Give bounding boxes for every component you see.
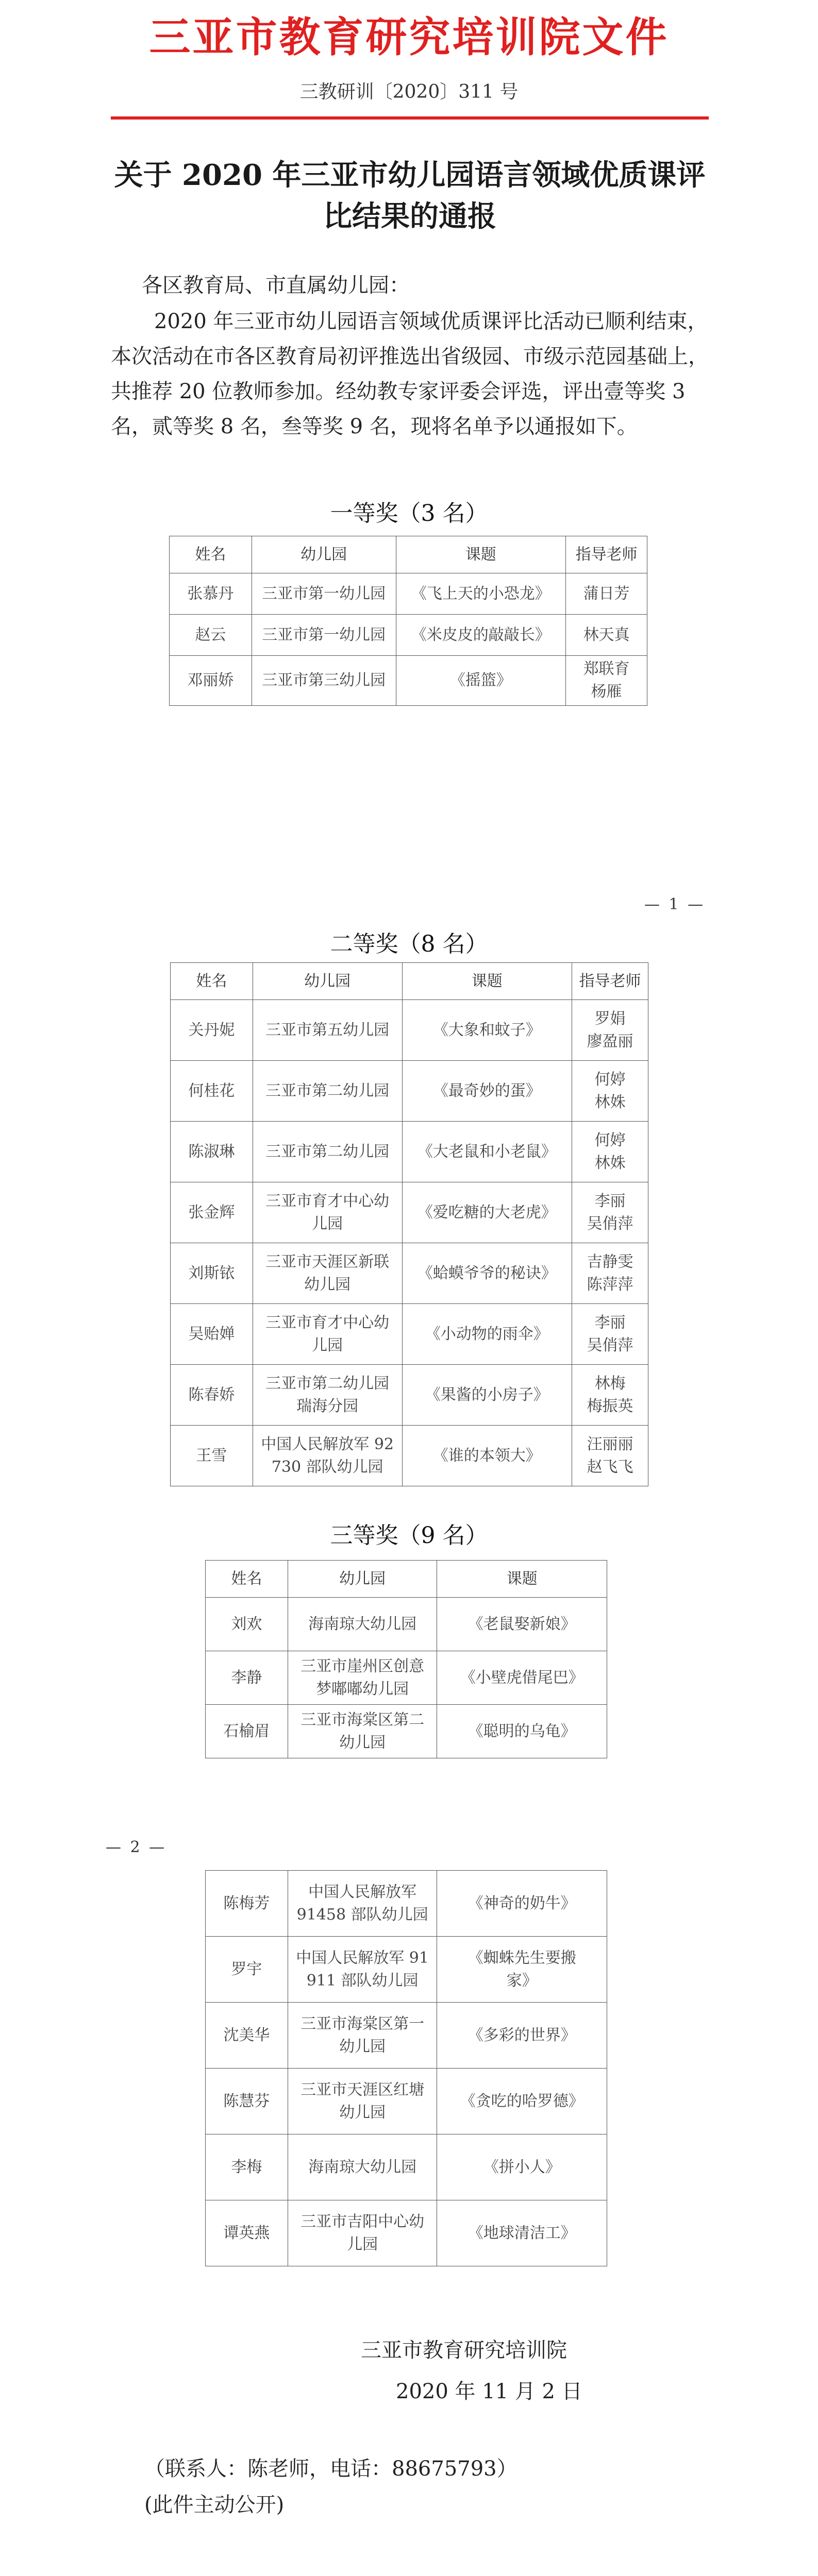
table-row (171, 1122, 648, 1182)
table-cell: 罗娟 廖盈丽 (572, 1000, 648, 1061)
second-prize-table (170, 962, 648, 1486)
table-cell: 王雪 (171, 1426, 253, 1486)
table-cell: 李梅 (206, 2134, 288, 2200)
second-prize-heading: 二等奖（8 名） (330, 931, 488, 957)
table-row (206, 1651, 607, 1705)
table-row (206, 2003, 607, 2069)
table-cell: 吉静雯 陈萍萍 (572, 1243, 648, 1304)
document-org-title: 三亚市教育研究培训院文件 (149, 13, 669, 61)
table-cell: 《老鼠娶新娘》 (437, 1598, 607, 1651)
table-row (171, 1061, 648, 1122)
table-cell: 沈美华 (206, 2003, 288, 2069)
table-cell: 三亚市崖州区创意 梦嘟嘟幼儿园 (288, 1651, 437, 1705)
table-row (171, 1243, 648, 1304)
first-prize-heading: 一等奖（3 名） (330, 500, 488, 527)
table-cell: 李丽 吴俏萍 (572, 1304, 648, 1365)
table-cell: 《果酱的小房子》 (402, 1365, 572, 1426)
disclosure-note: (此件主动公开) (144, 2493, 285, 2517)
column-header: 指导老师 (572, 963, 648, 1000)
table-row (171, 1000, 648, 1061)
table-cell: 张慕丹 (170, 573, 252, 615)
signature-org: 三亚市教育研究培训院 (361, 2338, 567, 2362)
table-cell: 《飞上天的小恐龙》 (396, 573, 566, 615)
table-cell: 《贪吃的哈罗德》 (437, 2069, 607, 2134)
table-cell: 李丽 吴俏萍 (572, 1182, 648, 1243)
table-cell: 三亚市第二幼儿园 瑞海分园 (253, 1365, 402, 1426)
table-header-row (170, 536, 647, 573)
table-cell: 刘斯铱 (171, 1243, 253, 1304)
column-header: 指导老师 (566, 536, 647, 573)
table-cell: 何婷 林姝 (572, 1122, 648, 1182)
contact-line: （联系人：陈老师，电话：88675793） (144, 2457, 517, 2481)
table-cell: 《多彩的世界》 (437, 2003, 607, 2069)
table-row (206, 1871, 607, 1937)
table-cell: 中国人民解放军 91 911 部队幼儿园 (288, 1937, 437, 2003)
table-cell: 郑联育 杨雁 (566, 656, 647, 706)
column-header: 幼儿园 (252, 536, 396, 573)
table-cell: 刘欢 (206, 1598, 288, 1651)
table-cell: 《谁的本领大》 (402, 1426, 572, 1486)
table-row (206, 1598, 607, 1651)
table-cell: 何桂花 (171, 1061, 253, 1122)
table-cell: 《小动物的雨伞》 (402, 1304, 572, 1365)
column-header: 姓名 (170, 536, 252, 573)
table-row (171, 1182, 648, 1243)
column-header: 课题 (396, 536, 566, 573)
table-cell: 《聪明的乌龟》 (437, 1705, 607, 1758)
table-cell: 赵云 (170, 615, 252, 656)
table-cell: 邓丽娇 (170, 656, 252, 706)
body-paragraph: 2020 年三亚市幼儿园语言领域优质课评比活动已顺利结束，本次活动在市各区教育局初评推选出省级园、市级示范园基础上，共推荐 20 位教师参加。经幼教专家评委会评选，评出壹等奖 3 名，贰等奖 8 名，叁等奖 9 名，现将名单予以通报如下。 (111, 310, 709, 438)
table-cell: 林梅 梅振英 (572, 1365, 648, 1426)
table-row (206, 2069, 607, 2134)
table-cell: 三亚市第五幼儿园 (253, 1000, 402, 1061)
table-cell: 汪丽丽 赵飞飞 (572, 1426, 648, 1486)
table-cell: 关丹妮 (171, 1000, 253, 1061)
table-cell: 《小壁虎借尾巴》 (437, 1651, 607, 1705)
table-cell: 《摇篮》 (396, 656, 566, 706)
table-cell: 李静 (206, 1651, 288, 1705)
table-cell: 陈梅芳 (206, 1871, 288, 1937)
column-header: 课题 (437, 1561, 607, 1598)
table-cell: 《大老鼠和小老鼠》 (402, 1122, 572, 1182)
table-cell: 何婷 林姝 (572, 1061, 648, 1122)
table-cell: 中国人民解放军 92 730 部队幼儿园 (253, 1426, 402, 1486)
third-prize-table (205, 1560, 607, 1758)
table-cell: 三亚市第三幼儿园 (252, 656, 396, 706)
table-cell: 《神奇的奶牛》 (437, 1871, 607, 1937)
table-cell: 《地球清洁工》 (437, 2200, 607, 2266)
table-cell: 陈慧芬 (206, 2069, 288, 2134)
table-cell: 石榆眉 (206, 1705, 288, 1758)
table-cell: 《最奇妙的蛋》 (402, 1061, 572, 1122)
table-cell: 陈淑琳 (171, 1122, 253, 1182)
document-number: 三教研训〔2020〕311 号 (299, 81, 519, 103)
table-cell: 三亚市天涯区红塘 幼儿园 (288, 2069, 437, 2134)
table-cell: 张金辉 (171, 1182, 253, 1243)
red-divider (111, 116, 709, 120)
table-row (171, 1426, 648, 1486)
table-cell: 三亚市第一幼儿园 (252, 615, 396, 656)
table-cell: 《蜘蛛先生要搬 家》 (437, 1937, 607, 2003)
table-row (170, 615, 647, 656)
table-cell: 海南琼大幼儿园 (288, 1598, 437, 1651)
third-prize-table-continued (205, 1870, 607, 2266)
table-cell: 三亚市第二幼儿园 (253, 1122, 402, 1182)
table-cell: 《爱吃糖的大老虎》 (402, 1182, 572, 1243)
table-cell: 《米皮皮的敲敲长》 (396, 615, 566, 656)
table-cell: 吴贻婵 (171, 1304, 253, 1365)
table-cell: 海南琼大幼儿园 (288, 2134, 437, 2200)
table-cell: 三亚市海棠区第一 幼儿园 (288, 2003, 437, 2069)
table-row (206, 1705, 607, 1758)
page-number: — 1 — (644, 895, 706, 913)
page-number: — 2 — (106, 1838, 167, 1856)
table-row (170, 573, 647, 615)
table-cell: 三亚市育才中心幼 儿园 (253, 1182, 402, 1243)
table-header-row (171, 963, 648, 1000)
table-cell: 三亚市第二幼儿园 (253, 1061, 402, 1122)
table-row (171, 1365, 648, 1426)
third-prize-heading: 三等奖（9 名） (330, 1522, 488, 1549)
column-header: 幼儿园 (253, 963, 402, 1000)
table-cell: 罗宇 (206, 1937, 288, 2003)
table-cell: 谭英燕 (206, 2200, 288, 2266)
table-cell: 蒲日芳 (566, 573, 647, 615)
table-header-row (206, 1561, 607, 1598)
table-cell: 《蛤蟆爷爷的秘诀》 (402, 1243, 572, 1304)
table-cell: 三亚市第一幼儿园 (252, 573, 396, 615)
column-header: 课题 (402, 963, 572, 1000)
table-cell: 三亚市育才中心幼 儿园 (253, 1304, 402, 1365)
table-cell: 陈春娇 (171, 1365, 253, 1426)
table-row (206, 2200, 607, 2266)
table-cell: 林天真 (566, 615, 647, 656)
column-header: 姓名 (171, 963, 253, 1000)
table-cell: 三亚市天涯区新联 幼儿园 (253, 1243, 402, 1304)
first-prize-table (169, 536, 647, 706)
salutation: 各区教育局、市直属幼儿园： (142, 274, 410, 297)
table-cell: 中国人民解放军 91458 部队幼儿园 (288, 1871, 437, 1937)
column-header: 幼儿园 (288, 1561, 437, 1598)
table-row (206, 1937, 607, 2003)
table-cell: 三亚市吉阳中心幼 儿园 (288, 2200, 437, 2266)
table-cell: 三亚市海棠区第二 幼儿园 (288, 1705, 437, 1758)
table-cell: 《大象和蚊子》 (402, 1000, 572, 1061)
table-row (171, 1304, 648, 1365)
column-header: 姓名 (206, 1561, 288, 1598)
page-title: 关于 2020 年三亚市幼儿园语言领域优质课评比结果的通报 (114, 158, 706, 233)
signature-date: 2020 年 11 月 2 日 (396, 2380, 582, 2403)
table-row (206, 2134, 607, 2200)
table-cell: 《拼小人》 (437, 2134, 607, 2200)
table-row (170, 656, 647, 706)
